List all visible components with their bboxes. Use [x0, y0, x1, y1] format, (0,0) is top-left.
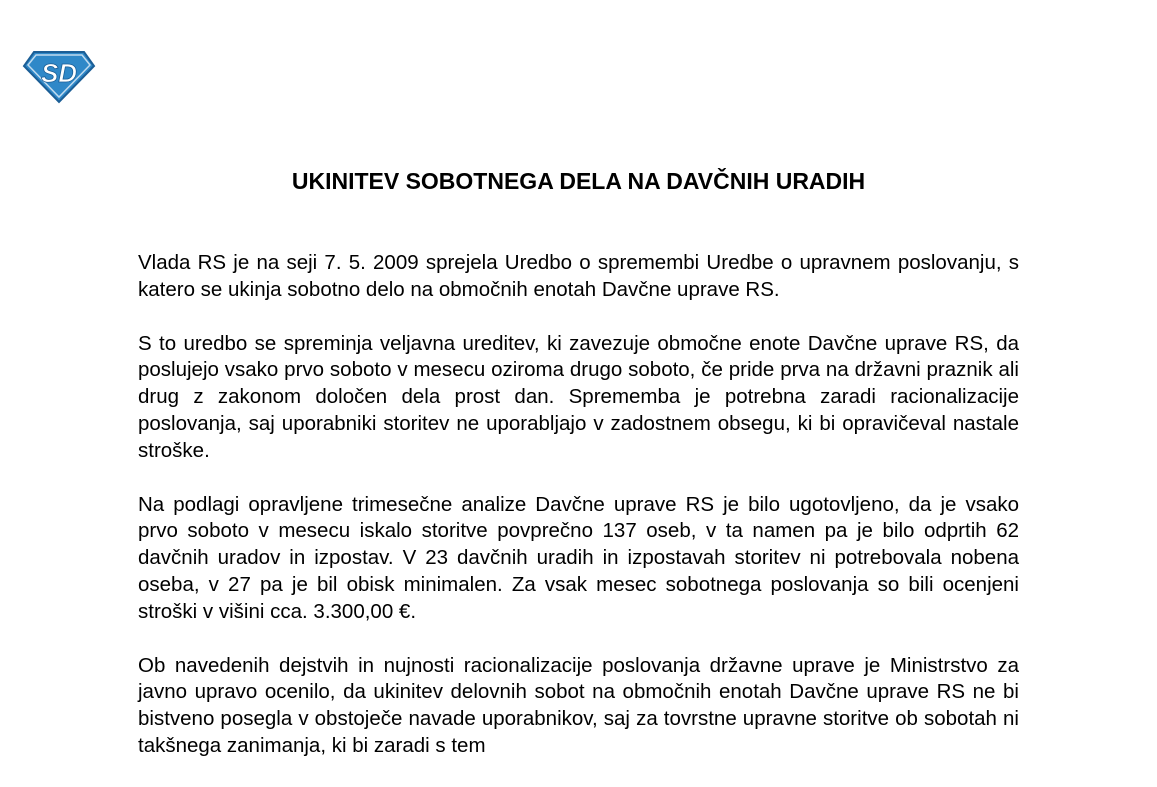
logo-text: SD — [40, 58, 78, 88]
paragraph-2: S to uredbo se spreminja veljavna ureditev, ki zavezuje območne enote Davčne uprave RS, da poslujejo vsako prvo soboto v mesecu oziroma drugo soboto, če pride prva na državni praznik ali drug z zakonom določen dela prost dan. Sprememba je potrebna zaradi racionalizacije poslovanja, saj uporabniki storitev ne uporabljajo v zadostnem obsegu, ki bi opravičeval nastale stroške. — [138, 331, 1019, 462]
paragraph-1: Vlada RS je na seji 7. 5. 2009 sprejela Uredbo o spremembi Uredbe o upravnem poslovanju, s katero se ukinja sobotno delo na območnih enotah Davčne uprave RS. — [138, 251, 1019, 301]
paragraph-3: Na podlagi opravljene trimesečne analize Davčne uprave RS je bilo ugotovljeno, da je vsako prvo soboto v mesecu iskalo storitve povprečno 137 oseb, v ta namen pa je bilo odprtih 62 davčnih uradov in izpostav. V 23 davčnih uradih in izpostavah storitev ni potrebovala nobena oseba, v 27 pa je bil obisk minimalen. Za vsak mesec sobotnega poslovanja so bili ocenjeni stroški v višini cca. 3.300,00 €. — [138, 492, 1019, 623]
paragraph-4: Ob navedenih dejstvih in nujnosti racionalizacije poslovanja državne uprave je Ministrstvo za javno upravo ocenilo, da ukinitev delovnih sobot na območnih enotah Davčne uprave RS ne bi bistveno posegla v obstoječe navade uporabnikov, saj za tovrstne upravne storitve ob sobotah ni takšnega zanimanja, ki bi zaradi s tem — [138, 653, 1019, 757]
document-body — [138, 250, 1019, 787]
page-title: UKINITEV SOBOTNEGA DELA NA DAVČNIH URADIH — [291, 168, 866, 194]
logo-emblem-icon — [22, 50, 96, 104]
logo — [22, 50, 96, 104]
